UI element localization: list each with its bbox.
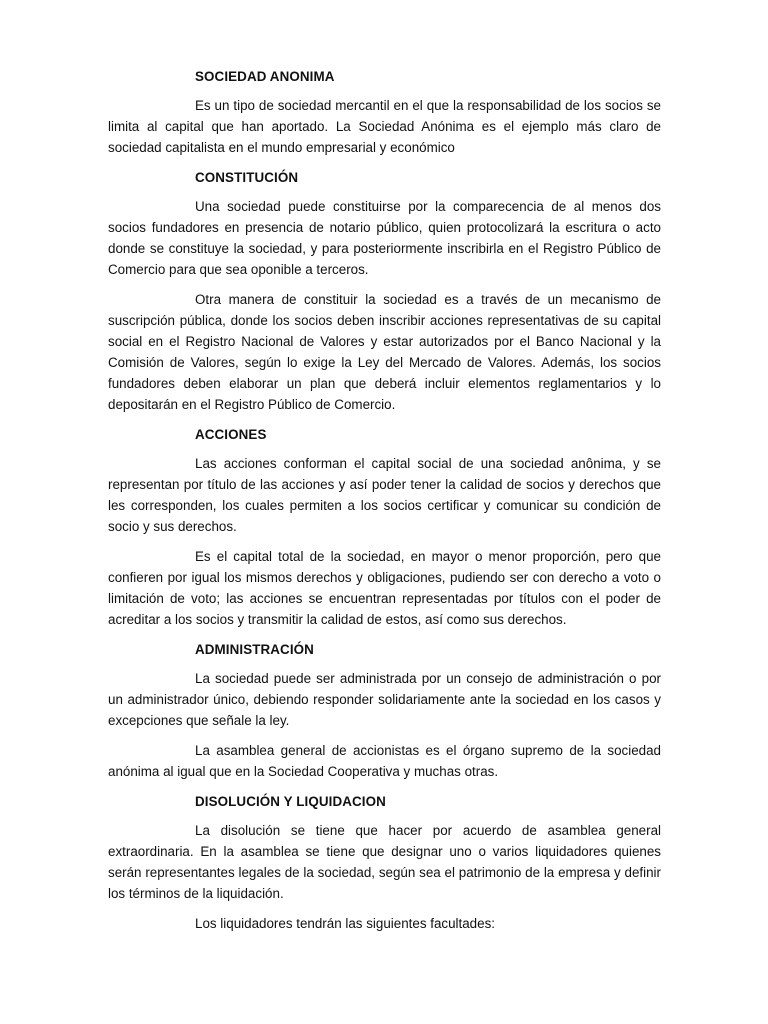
paragraph: Otra manera de constituir la sociedad es a través de un mecanismo de suscripción pública, donde los socios deben inscribir acciones representativas de su capital social en el Registro Nacional de Valores y estar autorizados por el Banco Nacional y la Comisión de Valores, según lo exige la Ley del Mercado de Valores. Además, los socios fundadores deben elaborar un plan que deberá incluir elementos reglamentarios y lo depositarán en el Registro Público de Comercio.	[108, 292, 661, 412]
section-heading-acciones: ACCIONES	[195, 427, 267, 442]
paragraph: La asamblea general de accionistas es el órgano supremo de la sociedad anónima al igual que en la Sociedad Cooperativa y muchas otras.	[108, 743, 661, 779]
section-heading-constitucion: CONSTITUCIÓN	[195, 170, 299, 185]
paragraph: Es un tipo de sociedad mercantil en el que la responsabilidad de los socios se limita al capital que han aportado. La Sociedad Anónima es el ejemplo más claro de sociedad capitalista en el mundo empresarial y económico	[108, 98, 661, 155]
paragraph: Una sociedad puede constituirse por la comparecencia de al menos dos socios fundadores en presencia de notario público, quien protocolizará la escritura o acto donde se constituye la sociedad, y para posteriormente inscribirla en el Registro Público de Comercio para que sea oponible a terceros.	[108, 199, 661, 277]
section-heading-sociedad-anonima: SOCIEDAD ANONIMA	[195, 69, 335, 84]
section-heading-disolucion-y-liquidacion: DISOLUCIÓN Y LIQUIDACION	[195, 794, 386, 809]
paragraph: La disolución se tiene que hacer por acuerdo de asamblea general extraordinaria. En la asamblea se tiene que designar uno o varios liquidadores quienes serán representantes legales de la sociedad, según sea el patrimonio de la empresa y definir los términos de la liquidación.	[108, 823, 661, 901]
document-page	[108, 66, 661, 934]
section-heading-administracion: ADMINISTRACIÓN	[195, 642, 314, 657]
paragraph: Las acciones conforman el capital social de una sociedad anônima, y se representan por título de las acciones y así poder tener la calidad de socios y derechos que les corresponden, los cuales permiten a los socios certificar y comunicar su condición de socio y sus derechos.	[108, 456, 661, 534]
paragraph: Los liquidadores tendrán las siguientes facultades:	[195, 916, 495, 931]
paragraph: La sociedad puede ser administrada por un consejo de administración o por un administrador único, debiendo responder solidariamente ante la sociedad en los casos y excepciones que señale la ley.	[108, 671, 661, 728]
paragraph: Es el capital total de la sociedad, en mayor o menor proporción, pero que confieren por igual los mismos derechos y obligaciones, pudiendo ser con derecho a voto o limitación de voto; las acciones se encuentran representadas por títulos con el poder de acreditar a los socios y transmitir la calidad de estos, así como sus derechos.	[108, 549, 661, 627]
